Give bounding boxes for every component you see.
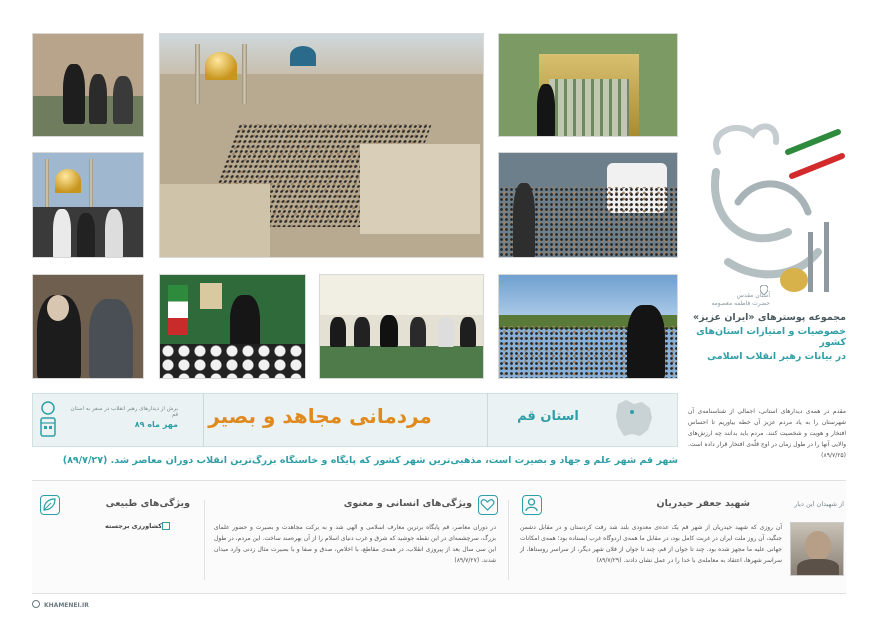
leaf-icon — [40, 495, 60, 515]
iran-aziz-logo — [698, 112, 848, 312]
natural-feature: کشاورزی برجسته — [105, 522, 162, 530]
photo-leader-student — [32, 274, 144, 379]
series-line1: مجموعه پوسترهای «ایران عزیز» — [693, 312, 846, 323]
photo-shrine-domes — [32, 152, 144, 258]
check-icon — [162, 522, 170, 530]
photo-crowd-car — [498, 152, 678, 258]
logo-caption-line2: حضرت فاطمه معصومه — [711, 300, 770, 307]
intro-text: مقدم در همه‌ی دیدارهای استانی، اجمالی از شناسنامه‌ی آن شهرستان را به یاد مردم عزیز آن خطه بیاوریم تا احساس افتخار و هویت و شخصیت کنند. مردم باید بدانند چه ارزش‌های والایی آنها را در طول زمان در اوج قلّه‌ی افتخار قرار داده است. (۸۹/۷/۲۵) — [688, 408, 846, 459]
province-quote: شهر قم شهر علم و جهاد و بصیرت است، مذهبی‌ترین شهر کشور که پایگاه و خاستگاه بزرگ‌ترین انقلاب دوران معاصر شد. (۸۹/۷/۲۷) — [62, 455, 678, 466]
series-line3: در بیانات رهبر انقلاب اسلامی — [707, 351, 846, 362]
iran-map-icon — [612, 396, 656, 440]
visit-note: برش از دیدارهای رهبر انقلاب در سفر به استان قم — [70, 406, 178, 418]
photo-meeting-room — [319, 274, 484, 379]
province-name: استان قم — [517, 409, 579, 424]
user-icon — [522, 495, 542, 515]
human-traits-title: ویژگی‌های انسانی و معنوی — [343, 498, 472, 509]
band-divider — [487, 394, 488, 446]
series-heading — [676, 312, 846, 362]
column-divider — [508, 500, 509, 580]
column-divider — [204, 500, 205, 580]
series-line2: خصوصیات و امتیازات استان‌های کشور — [696, 326, 846, 348]
martyr-label: از شهیدان این دیار — [794, 500, 844, 508]
martyr-title: شهید جعفر حیدریان — [656, 498, 750, 509]
photo-family-visit — [32, 33, 144, 137]
globe-icon — [32, 600, 40, 608]
footer-site: KHAMENEI.IR — [44, 602, 89, 609]
martyr-text: آن روزی که شهید حیدریان از شهر قم یک عده‌ی معدودی بلند شد رفت کردستان و در مقابل دشمن جنگید، آن روز ملت ایران در غربت کامل بود، در مقابل ما همه‌ی اردوگاه غرب ایستاده بود؛ همه‌ی امکانات جهانی علیه ما مجهز شده بود. چند تا جوان از قم، چند تا جوان از فلان شهر دیگر، از سراسر روستاها، از سراسر شهرها، اعتقاد به معامله‌ی با خدا را در عمل نشان دادند. (۸۹/۷/۲۹) — [520, 524, 782, 564]
heart-icon — [478, 495, 498, 515]
calendar-icon — [38, 400, 58, 440]
martyr-photo — [790, 522, 844, 576]
natural-traits-title: ویژگی‌های طبیعی — [105, 498, 190, 509]
location-pin-icon — [760, 280, 768, 290]
human-traits-text: در دوران معاصر، قم پایگاه برترین معارف اسلامی و الهی شد و به برکت مجاهدت و بصیرت و حضور علمای بزرگ، سرچشمه‌ای در این نقطه جوشید که شرق و غرب دنیای اسلام را از آن بهره‌مند ساخت. این مردم، در طول این سی سال بعد از پیروزی انقلاب، در همه‌ی مقاطع، با اخلاص، صدق و صفا و با بصیرت مثال زدنی وارد میدان شدند. (۸۹/۷/۲۷) — [214, 524, 496, 564]
logo-caption-line1: آستان مقدس — [736, 292, 770, 299]
logo-caption — [700, 292, 770, 308]
photo-shrine-aerial — [159, 33, 484, 258]
photo-shrine-interior — [498, 33, 678, 137]
visit-date: مهر ماه ۸۹ — [134, 420, 178, 429]
photo-leader-waving — [498, 274, 678, 379]
photo-clerics-audience — [159, 274, 306, 379]
page-title: مردمانی مجاهد و بصیر — [208, 404, 432, 428]
